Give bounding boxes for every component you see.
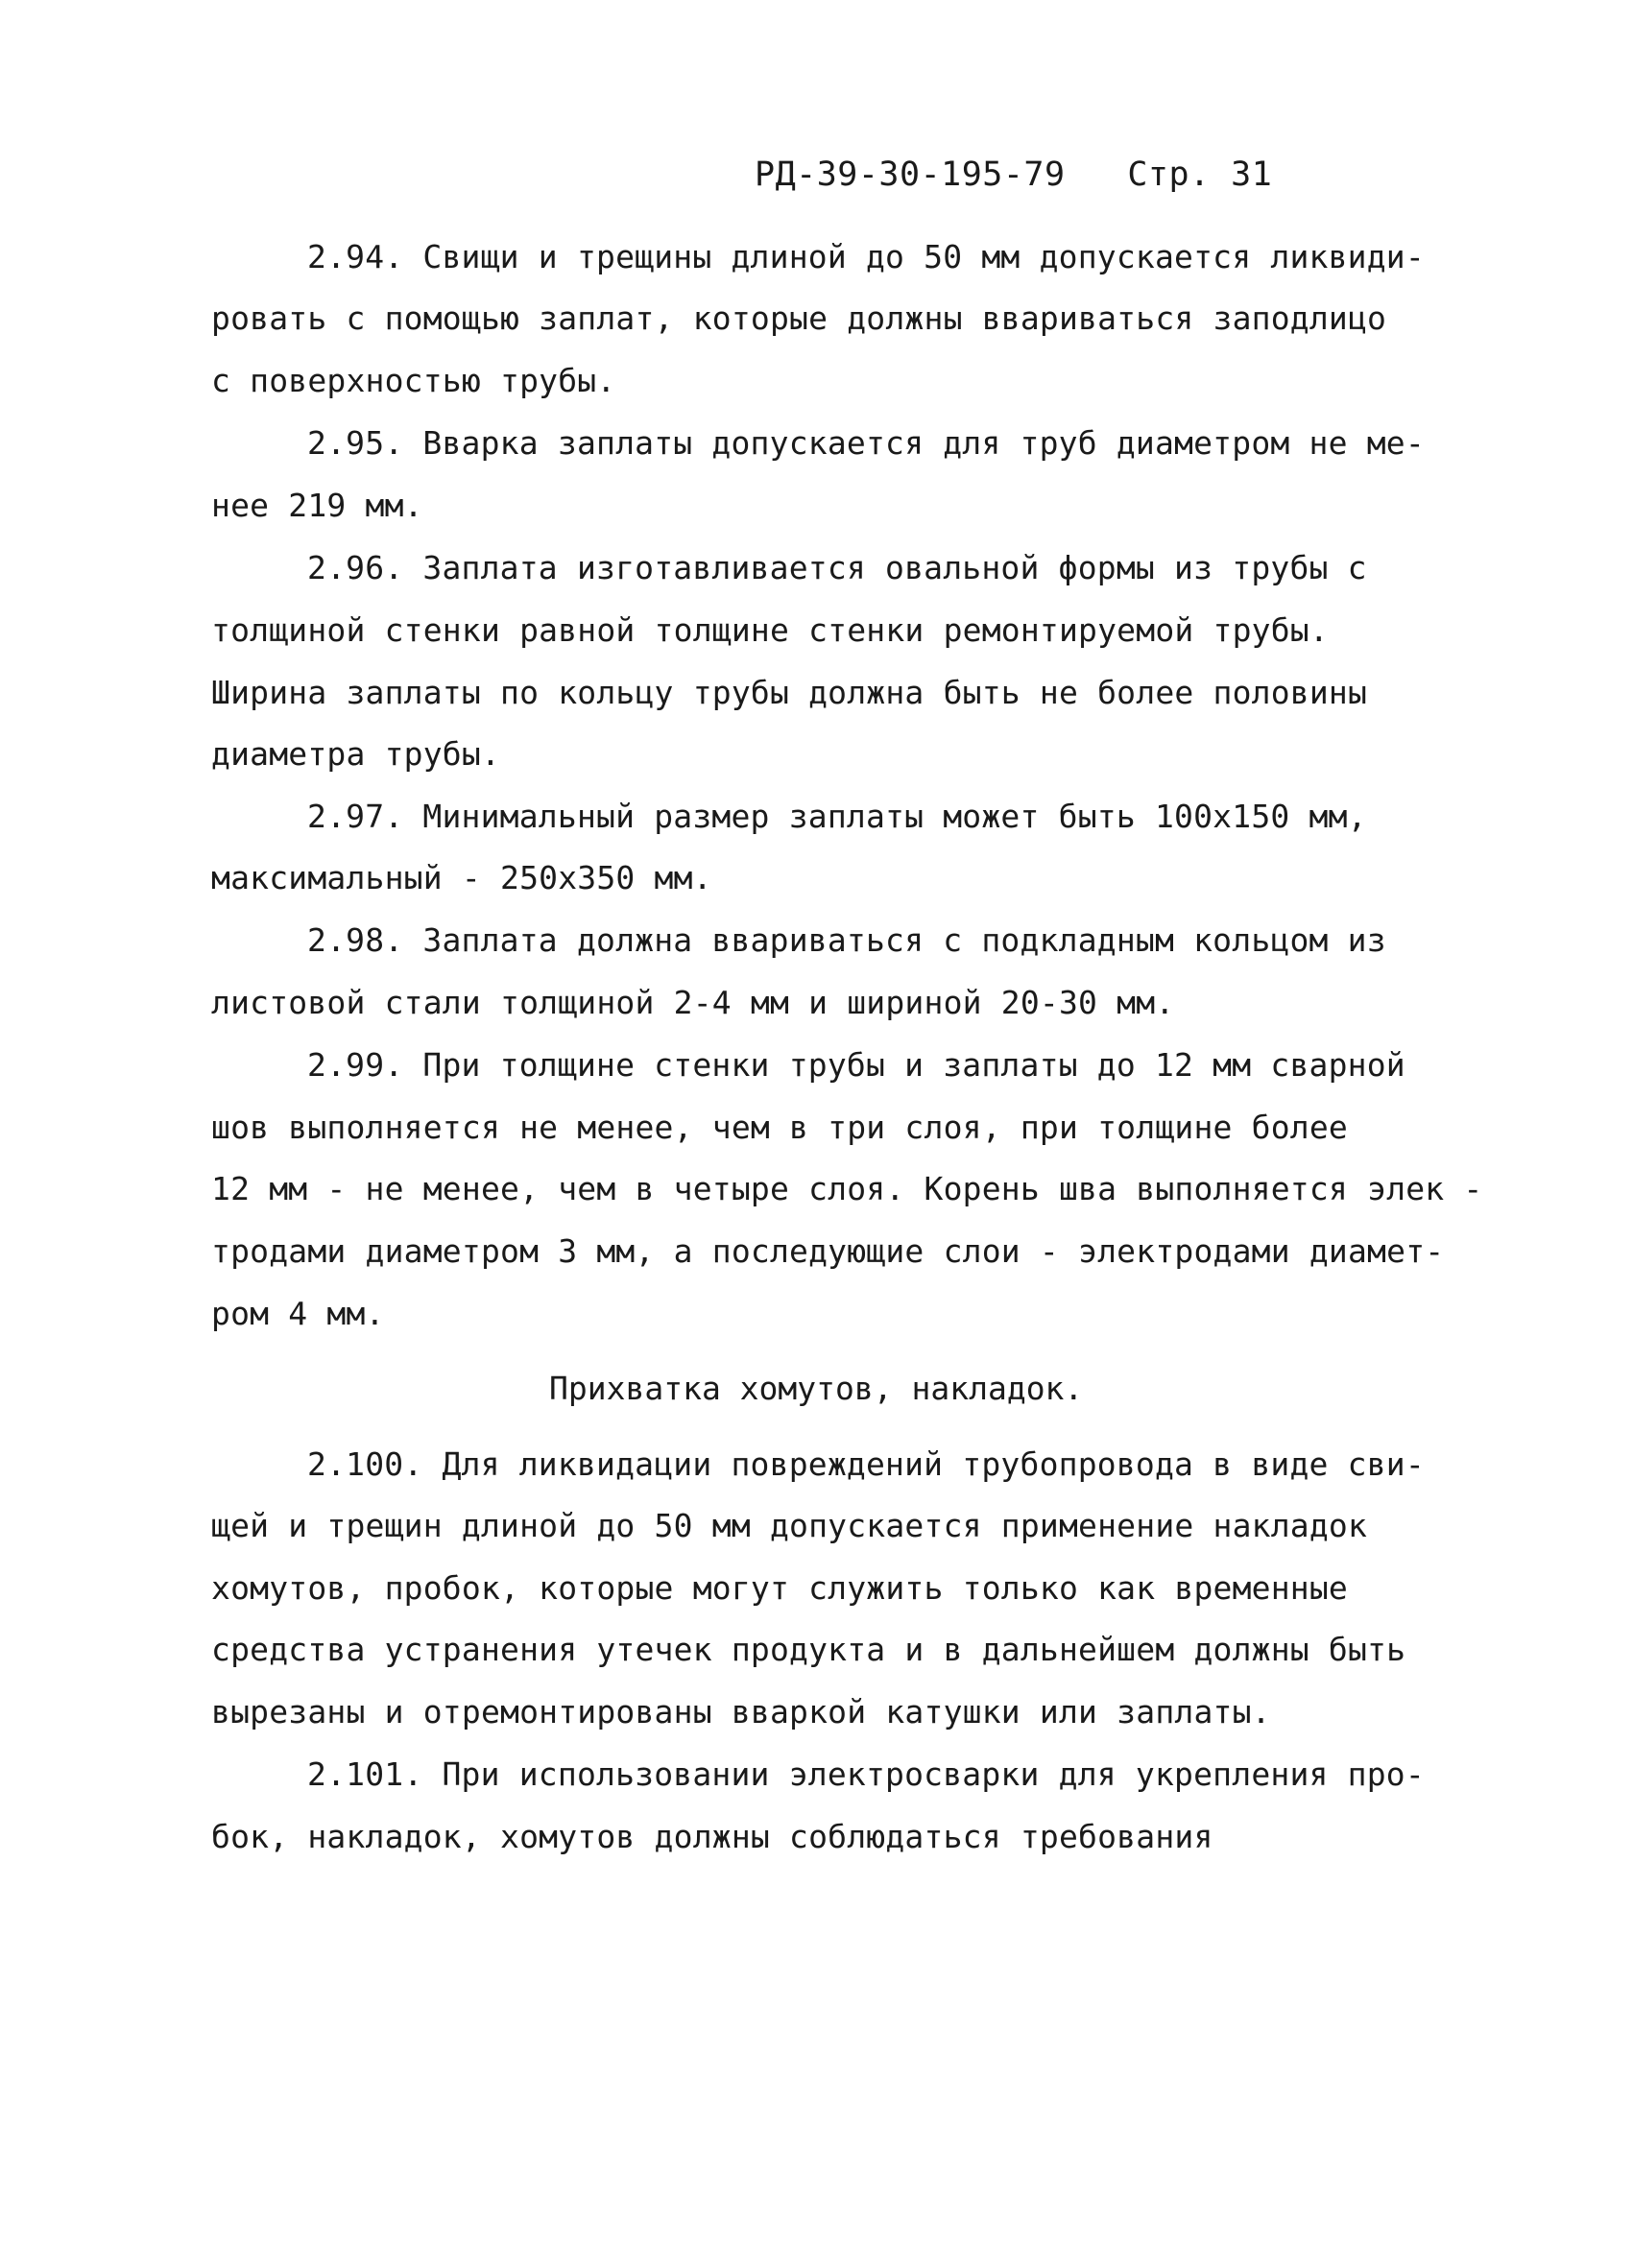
page-number: Стр. 31 (1127, 155, 1273, 194)
paragraph-2-98-line-1: 2.98. Заплата должна ввариваться с подкладным кольцом из (307, 921, 1386, 959)
paragraph-2-94-line-2: ровать с помощью заплат, которые должны ввариваться заподлицо (211, 299, 1387, 337)
paragraph-2-99-line-3: 12 мм - не менее, чем в четыре слоя. Корень шва выполняется элек - (211, 1170, 1483, 1207)
paragraph-2-94-line-3: с поверхностью трубы. (211, 362, 616, 399)
paragraph-2-100-line-4: средства устранения утечек продукта и в дальнейшем должны быть (211, 1631, 1406, 1668)
paragraph-2-95-line-1: 2.95. Вварка заплаты допускается для труб диаметром не ме- (307, 424, 1425, 462)
page-header (755, 154, 1272, 196)
paragraph-2-99-line-4: тродами диаметром 3 мм, а последующие слои - электродами диамет- (211, 1232, 1445, 1270)
paragraph-2-99-line-2: шов выполняется не менее, чем в три слоя, при толщине более (211, 1109, 1348, 1146)
paragraph-2-96-line-4: диаметра трубы. (211, 735, 501, 773)
paragraph-2-96-line-2: толщиной стенки равной толщине стенки ремонтируемой трубы. (211, 611, 1329, 649)
paragraph-2-95-line-2: нее 219 мм. (211, 487, 423, 524)
paragraph-2-100-line-2: щей и трещин длиной до 50 мм допускается применение накладок (211, 1507, 1368, 1544)
paragraph-2-100-line-3: хомутов, пробок, которые могут служить только как временные (211, 1569, 1348, 1607)
section-heading: Прихватка хомутов, накладок. (549, 1370, 1084, 1407)
paragraph-2-101-line-2: бок, накладок, хомутов должны соблюдаться требования (211, 1818, 1213, 1855)
paragraph-2-99-line-5: ром 4 мм. (211, 1295, 385, 1332)
paragraph-2-96-line-3: Ширина заплаты по кольцу трубы должна быть не более половины (211, 674, 1368, 711)
paragraph-2-100-line-5: вырезаны и отремонтированы вваркой катушки или заплаты. (211, 1693, 1271, 1731)
paragraph-2-96-line-1: 2.96. Заплата изготавливается овальной формы из трубы с (307, 549, 1367, 586)
paragraph-2-94-line-1: 2.94. Свищи и трещины длиной до 50 мм допускается ликвиди- (307, 238, 1425, 275)
paragraph-2-98-line-2: листовой стали толщиной 2-4 мм и шириной 20-30 мм. (211, 984, 1175, 1021)
paragraph-2-100-line-1: 2.100. Для ликвидации повреждений трубопровода в виде сви- (307, 1445, 1425, 1483)
paragraph-2-101-line-1: 2.101. При использовании электросварки для укрепления про- (307, 1755, 1425, 1793)
document-code: РД-39-30-195-79 (755, 155, 1066, 194)
paragraph-2-97-line-1: 2.97. Минимальный размер заплаты может быть 100х150 мм, (307, 798, 1367, 835)
paragraph-2-99-line-1: 2.99. При толщине стенки трубы и заплаты до 12 мм сварной (307, 1046, 1405, 1084)
paragraph-2-97-line-2: максимальный - 250х350 мм. (211, 859, 712, 896)
